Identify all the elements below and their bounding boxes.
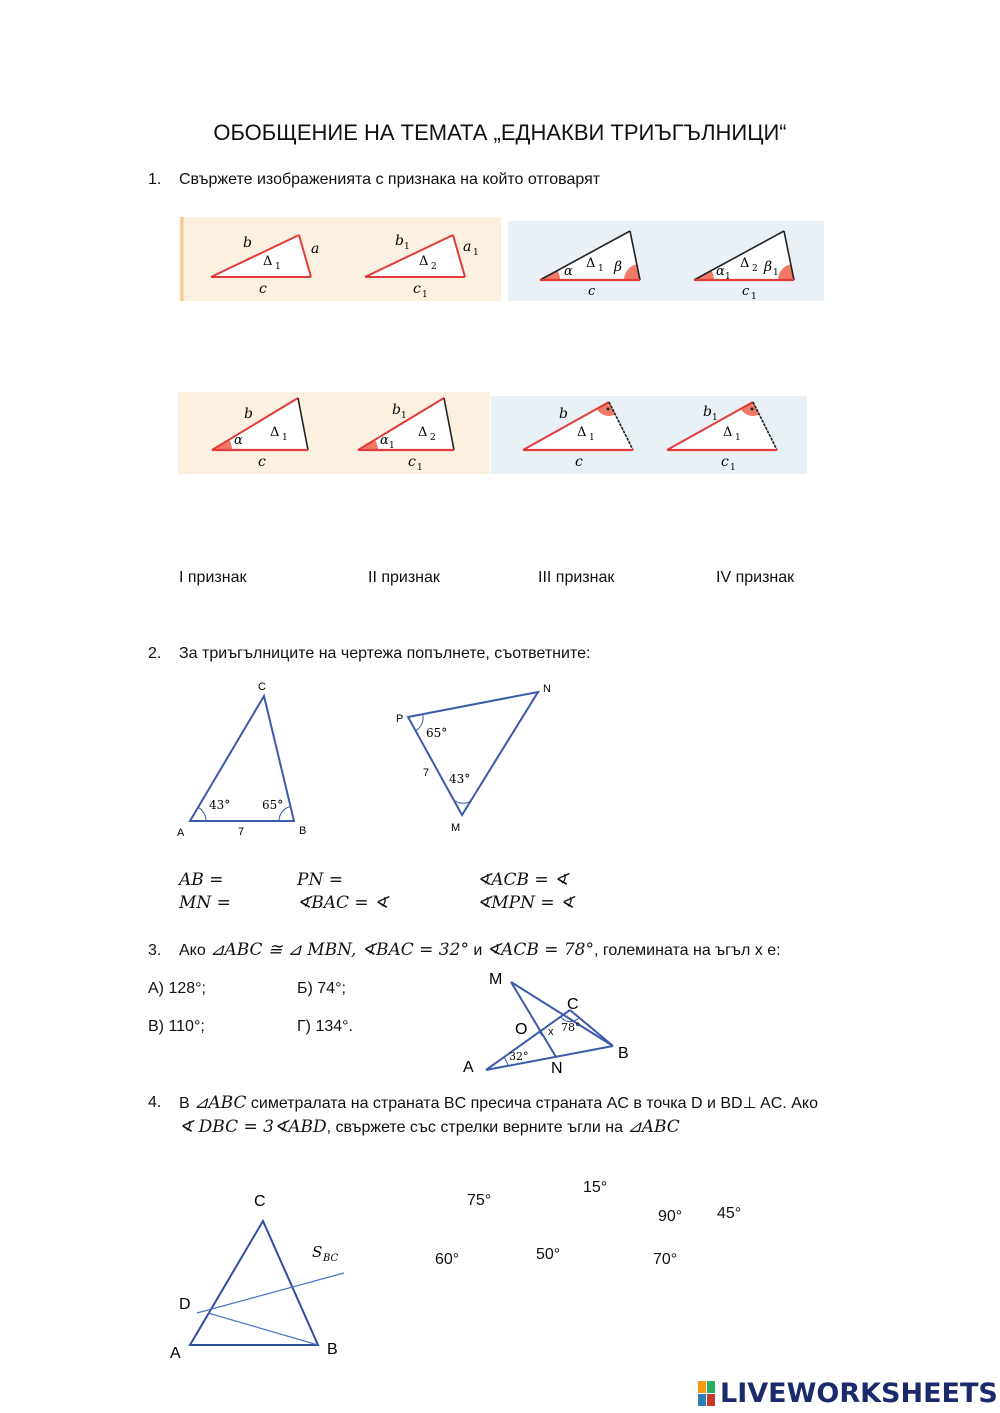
label-alpha1: α (380, 433, 389, 448)
label-alpha1: α (716, 264, 725, 279)
q4-tri: ⊿ABC (194, 1093, 247, 1113)
side-ab: 7 (238, 826, 245, 838)
angle-x: x (548, 1026, 554, 1038)
label-delta: Δ (270, 425, 280, 440)
blank-pn[interactable]: PN = (297, 870, 343, 890)
q4-line1-pre: В (179, 1095, 190, 1112)
label-delta2: Δ (723, 425, 733, 440)
blank-mn[interactable]: MN = (179, 893, 231, 913)
label-c1-sub: 1 (730, 463, 736, 473)
label-alpha: α (234, 433, 243, 448)
q3-figure (455, 965, 645, 1080)
angle-option-60[interactable]: 60° (435, 1251, 460, 1268)
label-delta: Δ (263, 254, 273, 269)
point-n: N (551, 1060, 563, 1077)
point-b: B (327, 1341, 338, 1358)
q1-panel-sas-figure (178, 392, 490, 474)
label-b1-sub: 1 (404, 242, 410, 252)
label-delta-sub: 1 (275, 262, 281, 272)
vertex-b: B (299, 825, 307, 837)
q1-panel-ssa[interactable] (491, 396, 807, 474)
segment-bd (208, 1313, 318, 1345)
label-s: S (312, 1243, 323, 1261)
angle-b: 65° (262, 798, 284, 812)
q1-panel-asa[interactable] (508, 221, 824, 301)
q4-line2-tri: ⊿ABC (627, 1117, 680, 1137)
option-v[interactable]: В) 110°; (148, 1018, 205, 1035)
option-g[interactable]: Г) 134°. (297, 1018, 353, 1035)
option-b[interactable]: Б) 74°; (297, 980, 346, 997)
label-c: c (258, 454, 266, 470)
q1-panel-asa-figure (508, 221, 824, 301)
label-alpha1-sub: 1 (389, 441, 395, 451)
q2-text: За триъгълниците на чертежа попълнете, съответните: (179, 645, 591, 662)
criterion-1[interactable]: I признак (179, 569, 247, 586)
label-beta1-sub: 1 (773, 268, 779, 278)
angle-p: 65° (426, 726, 448, 740)
label-beta1: β (764, 259, 773, 275)
blank-acb[interactable]: ∢ACB = ∢ (477, 870, 569, 890)
label-c1-sub: 1 (751, 292, 757, 301)
label-delta2: Δ (419, 254, 429, 269)
label-delta: Δ (577, 425, 587, 440)
angle-c: 78° (561, 1021, 581, 1034)
angle-option-50[interactable]: 50° (536, 1246, 561, 1263)
label-b1: b (703, 404, 712, 420)
label-b: b (559, 406, 568, 422)
bisector-sbc (197, 1273, 344, 1313)
q4-figure (160, 1185, 360, 1370)
point-a: A (170, 1345, 181, 1362)
label-delta2-sub: 2 (752, 264, 758, 274)
criterion-2[interactable]: II признак (368, 569, 440, 586)
q1-panel-sss[interactable] (179, 217, 501, 301)
label-b: b (244, 406, 253, 422)
q3-expr2: ∢ACB = 78° (486, 940, 595, 960)
point-o: O (515, 1021, 528, 1038)
label-b1-sub: 1 (712, 413, 718, 423)
label-b1: b (395, 233, 404, 249)
label-c: c (575, 454, 583, 470)
angle-option-90[interactable]: 90° (658, 1208, 683, 1225)
blank-bac[interactable]: ∢BAC = ∢ (297, 893, 389, 913)
label-delta-sub: 1 (598, 264, 604, 274)
q1-panel-sas[interactable] (178, 392, 490, 474)
q1-text: Свържете изображенията с признака на който отговарят (179, 171, 601, 188)
label-delta2-sub: 2 (431, 262, 437, 272)
q3-text (179, 940, 781, 960)
q2-number: 2. (148, 645, 162, 662)
criterion-3[interactable]: III признак (538, 569, 615, 586)
vertex-n: N (543, 683, 551, 695)
point-m: M (489, 971, 503, 988)
point-d: D (179, 1296, 191, 1313)
vertex-m: M (451, 822, 461, 834)
q1-panel-sss-figure (179, 217, 501, 301)
angle-option-15[interactable]: 15° (583, 1179, 608, 1196)
label-b: b (243, 235, 252, 251)
vertex-p: P (396, 713, 404, 725)
label-c1: c (408, 454, 416, 470)
q3-expr1: ⊿ABC ≅ ⊿ MBN, ∢BAC = 32° (210, 940, 469, 960)
q3-suffix: , големината на ъгъл x е: (594, 942, 781, 959)
blank-ab[interactable]: AB = (179, 870, 224, 890)
q4-line1-post: симетралата на страната BC пресича страната AC в точка D и BD⊥ AC. Ако (250, 1095, 818, 1112)
liveworksheets-logo-icon (698, 1381, 716, 1407)
q4-line2-expr: ∢ DBC = 3∢ABD (179, 1117, 327, 1137)
angle-option-75[interactable]: 75° (467, 1192, 492, 1209)
label-a1-sub: 1 (473, 248, 479, 258)
label-delta2: Δ (740, 256, 750, 271)
criterion-4[interactable]: IV признак (716, 569, 795, 586)
label-c: c (259, 281, 267, 297)
label-b1: b (392, 402, 401, 418)
vertex-c: C (258, 681, 266, 693)
vertex-a: A (177, 827, 185, 839)
q3-conj: и (473, 942, 483, 959)
angle-a: 32° (509, 1050, 529, 1063)
label-a1: a (463, 239, 472, 255)
point-c: C (567, 996, 579, 1013)
label-delta-sub: 1 (589, 433, 595, 443)
label-delta2-sub: 1 (735, 433, 741, 443)
q4-line2 (179, 1117, 680, 1137)
q4-line2-post: , свържете със стрелки верните ъгли на (326, 1119, 624, 1136)
angle-m: 43° (449, 772, 471, 786)
label-delta2-sub: 2 (430, 433, 436, 443)
angle-option-45[interactable]: 45° (717, 1205, 742, 1222)
label-delta2: Δ (418, 425, 428, 440)
q4-line1 (179, 1093, 818, 1113)
triangle-pnm (408, 692, 538, 815)
label-a: a (311, 241, 320, 257)
point-c: C (254, 1193, 266, 1210)
point-b: B (618, 1045, 629, 1062)
option-a[interactable]: А) 128°; (148, 980, 206, 997)
label-alpha1-sub: 1 (725, 272, 731, 282)
label-c1: c (742, 284, 750, 299)
q1-panel-ssa-figure (491, 396, 807, 474)
point-a: A (463, 1059, 474, 1076)
q3-prefix: Ако (179, 942, 206, 959)
label-c1: c (721, 454, 729, 470)
label-delta: Δ (586, 256, 596, 271)
label-c1: c (413, 281, 421, 297)
label-beta: β (614, 259, 623, 275)
q2-figure (170, 675, 590, 845)
liveworksheets-logo: LIVEWORKSHEETS (720, 1378, 998, 1409)
label-b1-sub: 1 (401, 411, 407, 421)
blank-mpn[interactable]: ∢MPN = ∢ (477, 893, 575, 913)
page-title: ОБОБЩЕНИЕ НА ТЕМАТА „ЕДНАКВИ ТРИЪГЪЛНИЦИ“ (213, 120, 787, 145)
label-c1-sub: 1 (422, 290, 428, 300)
label-alpha: α (564, 264, 573, 279)
q4-number: 4. (148, 1094, 162, 1111)
q1-number: 1. (148, 171, 162, 188)
side-pm: 7 (423, 767, 430, 779)
label-c1-sub: 1 (417, 463, 423, 473)
q3-number: 3. (148, 942, 162, 959)
label-s-sub: BC (323, 1253, 339, 1264)
label-delta-sub: 1 (282, 433, 288, 443)
angle-option-70[interactable]: 70° (653, 1251, 678, 1268)
label-c: c (588, 284, 596, 299)
angle-a: 43° (209, 798, 231, 812)
